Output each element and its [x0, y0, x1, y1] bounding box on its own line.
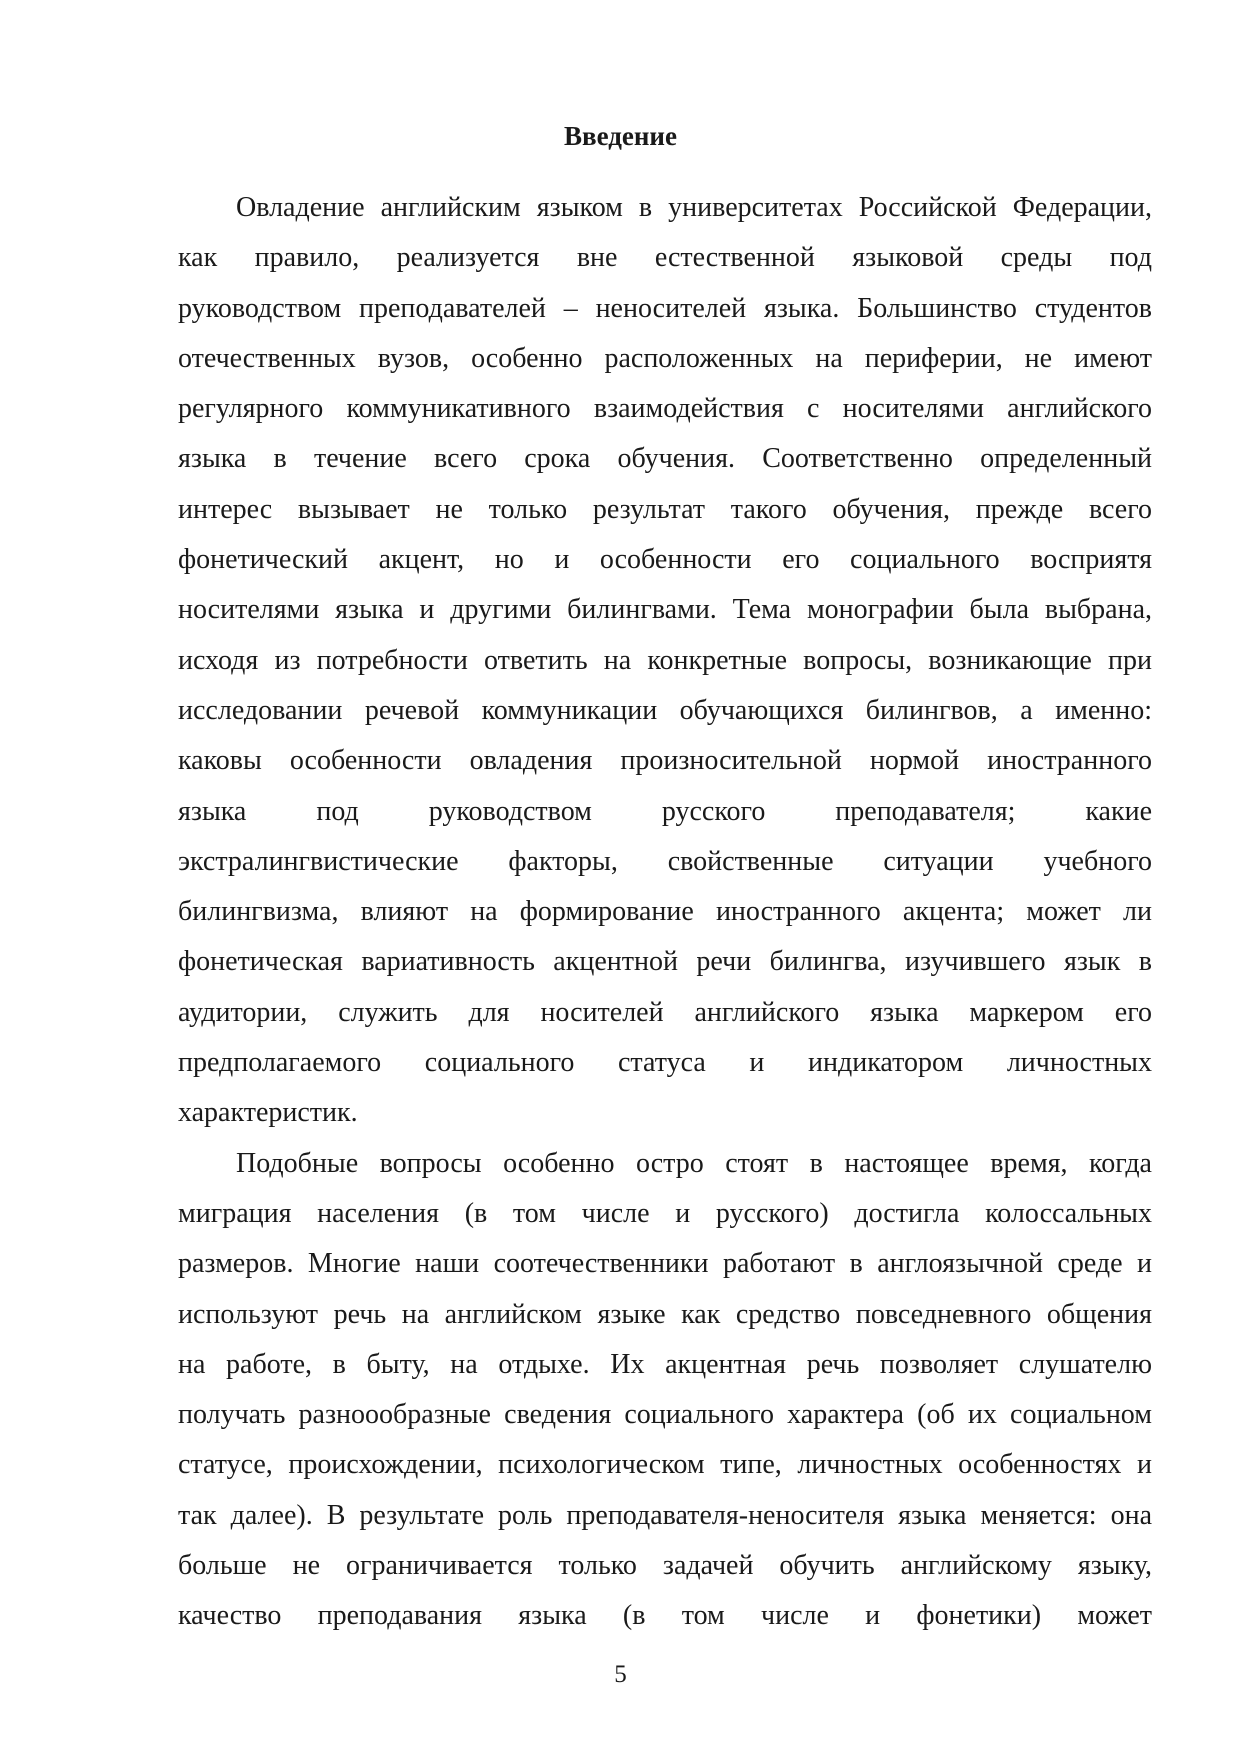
text-line: получать разноообразные сведения социального характера (об их социальном [178, 1399, 1152, 1431]
text-line: используют речь на английском языке как средство повседневного общения [178, 1298, 1152, 1330]
text-line: предполагаемого социального статуса и индикатором личностных [178, 1047, 1152, 1079]
text-line: билингвизма, влияют на формирование иностранного акцента; может ли [178, 896, 1152, 928]
text-line: интерес вызывает не только результат такого обучения, прежде всего [178, 493, 1152, 525]
paragraph-1 [178, 183, 1152, 1139]
text-line: статусе, происхождении, психологическом типе, личностных особенностях и [178, 1449, 1152, 1481]
text-line: так далее). В результате роль преподавателя-неносителя языка меняется: она [178, 1499, 1152, 1531]
text-line: Подобные вопросы особенно остро стоят в настоящее время, когда [236, 1147, 1152, 1179]
text-line: фонетический акцент, но и особенности его социального восприятя [178, 544, 1152, 576]
text-line: аудитории, служить для носителей английского языка маркером его [178, 996, 1152, 1028]
section-heading: Введение [564, 121, 677, 151]
text-line: качество преподавания языка (в том числе и фонетики) может [178, 1600, 1152, 1632]
paragraph-2 [178, 1139, 1152, 1642]
text-line: исходя из потребности ответить на конкретные вопросы, возникающие при [178, 644, 1152, 676]
text-line: руководством преподавателей – неносителей языка. Большинство студентов [178, 292, 1152, 324]
text-line: на работе, в быту, на отдыхе. Их акцентная речь позволяет слушателю [178, 1348, 1152, 1380]
text-line: языка под руководством русского преподавателя; какие [178, 795, 1152, 827]
text-line: фонетическая вариативность акцентной речи билингва, изучившего язык в [178, 946, 1152, 978]
text-line: размеров. Многие наши соотечественники работают в англоязычной среде и [178, 1248, 1152, 1280]
text-line: каковы особенности овладения произносительной нормой иностранного [178, 745, 1152, 777]
text-line: больше не ограничивается только задачей обучить английскому языку, [178, 1550, 1152, 1582]
text-line: экстралингвистические факторы, свойственные ситуации учебного [178, 845, 1152, 877]
body-text [178, 183, 1152, 1642]
text-line: характеристик. [178, 1097, 358, 1129]
page-number: 5 [614, 1661, 627, 1688]
text-line: носителями языка и другими билингвами. Тема монографии была выбрана, [178, 594, 1152, 626]
text-line: отечественных вузов, особенно расположенных на периферии, не имеют [178, 342, 1152, 374]
text-line: регулярного коммуникативного взаимодействия с носителями английского [178, 393, 1152, 425]
text-line: Овладение английским языком в университетах Российской Федерации, [236, 192, 1152, 223]
text-line: как правило, реализуется вне естественной языковой среды под [178, 242, 1152, 274]
text-line: исследовании речевой коммуникации обучающихся билингвов, а именно: [178, 694, 1152, 726]
text-line: языка в течение всего срока обучения. Соответственно определенный [178, 443, 1152, 475]
text-line: миграция населения (в том числе и русского) достигла колоссальных [178, 1197, 1152, 1229]
